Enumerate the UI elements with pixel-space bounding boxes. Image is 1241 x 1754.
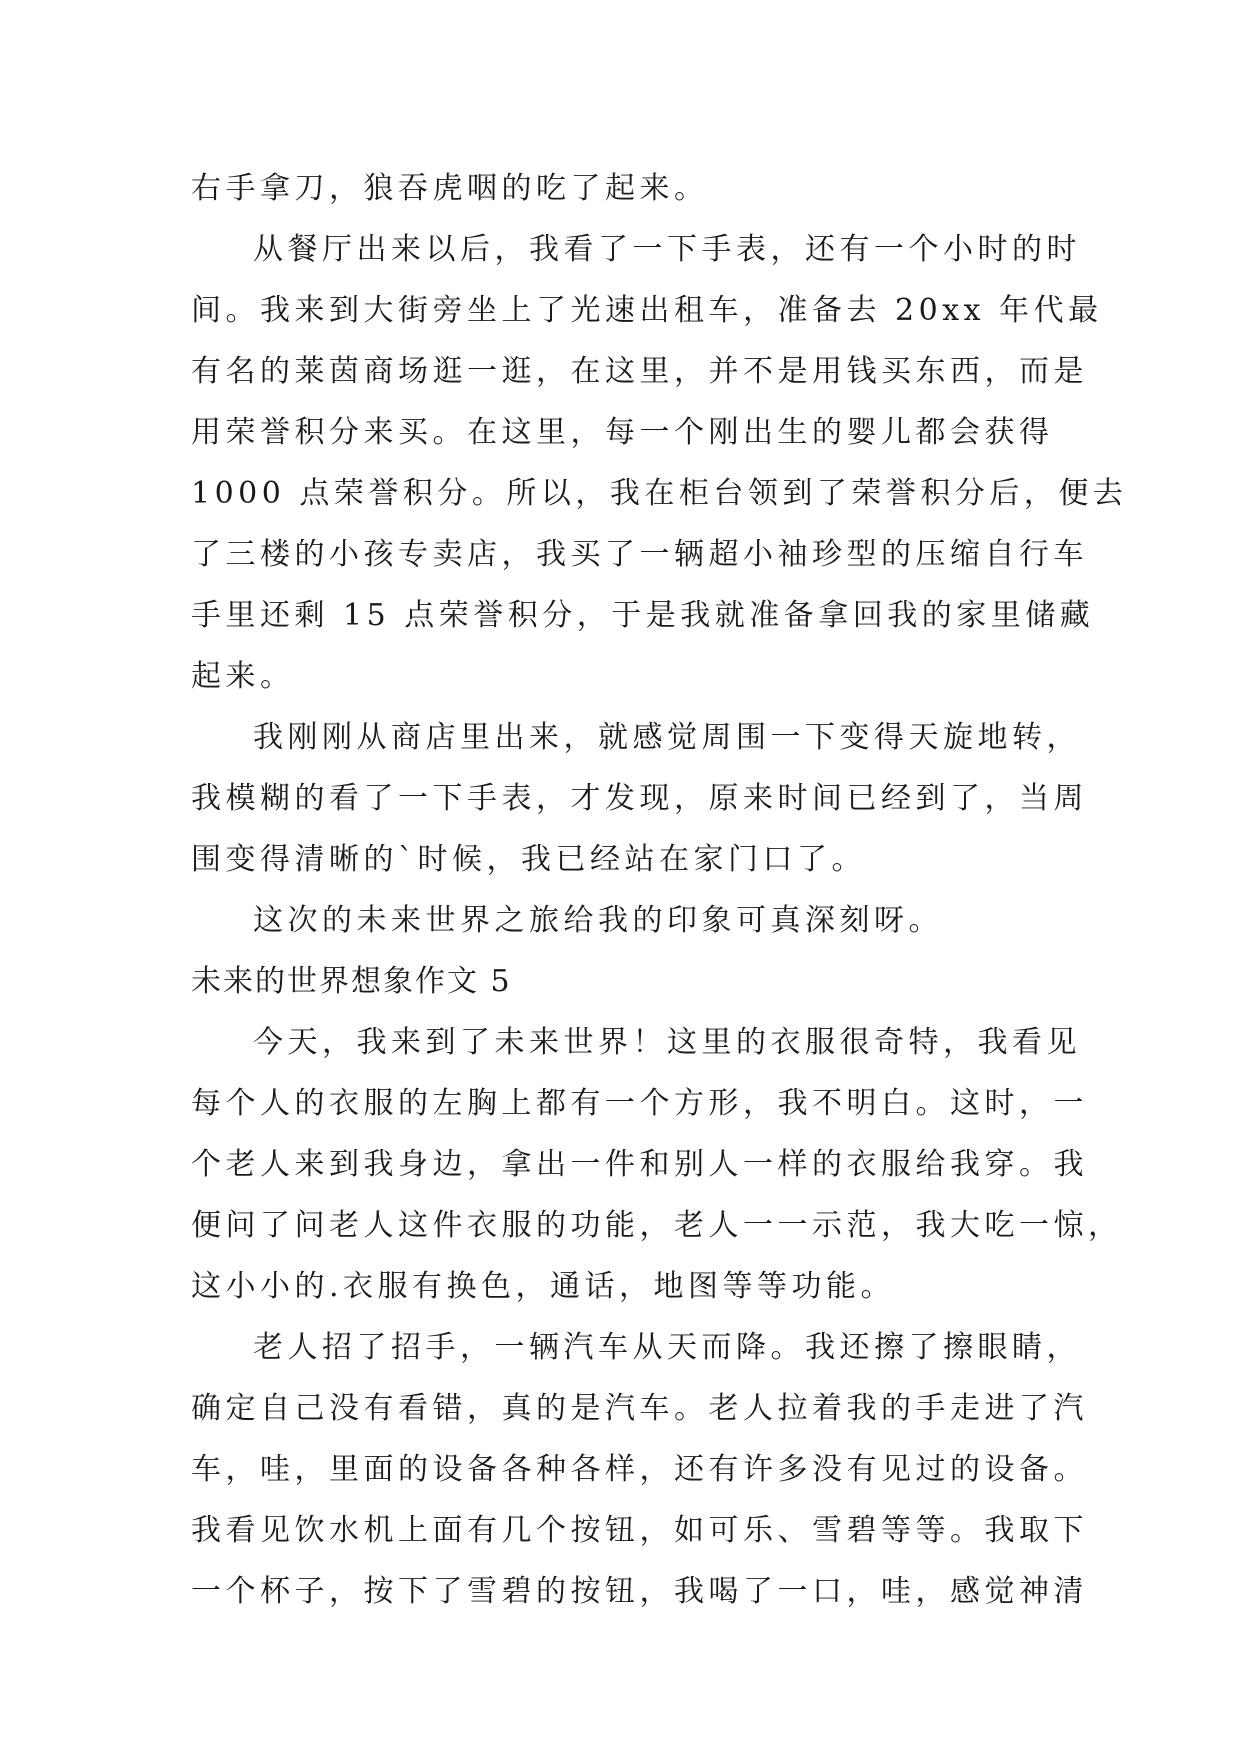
text-line: 了三楼的小孩专卖店，我买了一辆超小袖珍型的压缩自行车 [191,537,1088,572]
text-line: 这小小的.衣服有换色，通话，地图等等功能。 [191,1269,896,1304]
text-line: 间。我来到大街旁坐上了光速出租车，准备去 20xx 年代最 [191,293,1103,328]
paragraph-first-line: 老人招了招手，一辆汽车从天而降。我还擦了擦眼睛， [253,1330,1081,1365]
text-line: 一个杯子，按下了雪碧的按钮，我喝了一口，哇，感觉神清 [191,1574,1088,1609]
text-line: 手里还剩 15 点荣誉积分，于是我就准备拿回我的家里储藏 [191,598,1095,633]
text-line: 起来。 [191,659,295,694]
section-heading: 未来的世界想象作文 5 [191,964,512,999]
text-line: 我模糊的看了一下手表，才发现，原来时间已经到了，当周 [191,781,1088,816]
paragraph-first-line: 今天，我来到了未来世界！这里的衣服很奇特，我看见 [253,1025,1081,1060]
text-line: 每个人的衣服的左胸上都有一个方形，我不明白。这时，一 [191,1086,1088,1121]
text-line: 个老人来到我身边，拿出一件和别人一样的衣服给我穿。我 [191,1147,1088,1182]
text-line: 有名的莱茵商场逛一逛，在这里，并不是用钱买东西，而是 [191,354,1088,389]
paragraph-first-line: 这次的未来世界之旅给我的印象可真深刻呀。 [253,903,943,938]
text-line: 1000 点荣誉积分。所以，我在柜台领到了荣誉积分后，便去 [191,476,1128,511]
paragraph-first-line: 我刚刚从商店里出来，就感觉周围一下变得天旋地转， [253,720,1081,755]
text-line: 用荣誉积分来买。在这里，每一个刚出生的婴儿都会获得 [191,415,1054,450]
essay-body [191,158,1128,1622]
text-line: 车，哇，里面的设备各种各样，还有许多没有见过的设备。 [191,1452,1088,1487]
text-line: 便问了问老人这件衣服的功能，老人一一示范，我大吃一惊， [191,1208,1123,1243]
text-line: 我看见饮水机上面有几个按钮，如可乐、雪碧等等。我取下 [191,1513,1088,1548]
text-line: 右手拿刀，狼吞虎咽的吃了起来。 [191,171,709,206]
text-line: 围变得清晰的`时候，我已经站在家门口了。 [191,842,866,877]
text-line: 确定自己没有看错，真的是汽车。老人拉着我的手走进了汽 [191,1391,1088,1426]
paragraph-first-line: 从餐厅出来以后，我看了一下手表，还有一个小时的时 [253,232,1081,267]
